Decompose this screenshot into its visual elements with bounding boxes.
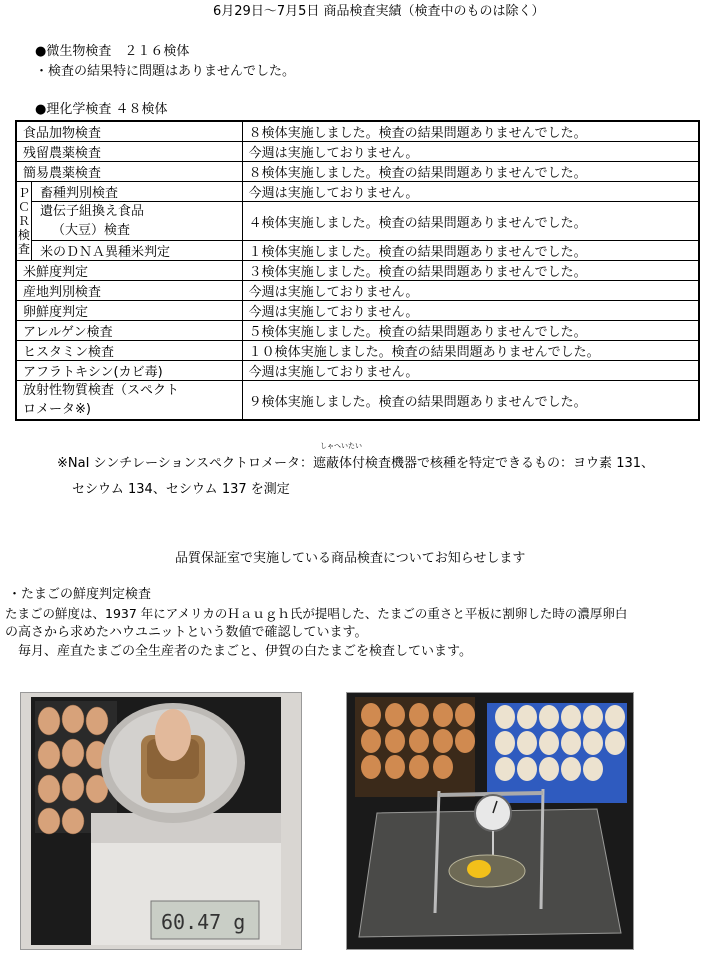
test-result: ３検体実施しました。検査の結果問題ありませんでした。 xyxy=(242,261,699,281)
table-row xyxy=(16,121,699,142)
notice-para1b: の高さから求めたハウユニットという数値で確認しています。 xyxy=(5,625,368,640)
table-row xyxy=(16,381,699,421)
test-name-line2: ロメータ※) xyxy=(23,402,91,417)
test-result: 今週は実施しておりません。 xyxy=(242,182,699,202)
table-row xyxy=(16,261,699,281)
table-row xyxy=(16,301,699,321)
test-result: 今週は実施しておりません。 xyxy=(242,301,699,321)
test-result: ８検体実施しました。検査の結果問題ありませんでした。 xyxy=(242,121,699,142)
table-row xyxy=(16,202,699,241)
test-result: ５検体実施しました。検査の結果問題ありませんでした。 xyxy=(242,321,699,341)
micro-note: ・検査の結果特に問題はありませんでした。 xyxy=(35,64,296,79)
footnote-line1: ※NaI シンチレーションスペクトロメータ：遮蔽体付検査機器で核種を特定できるもの：ヨウ素 131、 xyxy=(57,456,655,471)
test-name-line1: 放射性物質検査（スペクト xyxy=(23,383,180,398)
notice-title: 品質保証室で実施している商品検査についてお知らせします xyxy=(175,551,526,566)
test-name xyxy=(32,202,243,241)
test-result: 今週は実施しておりません。 xyxy=(242,142,699,162)
test-name: 畜種判別検査 xyxy=(32,182,243,202)
table-row xyxy=(16,321,699,341)
table-row xyxy=(16,281,699,301)
notice-item: ・たまごの鮮度判定検査 xyxy=(8,587,152,602)
footnote-line2: セシウム 134、セシウム 137 を測定 xyxy=(72,482,290,497)
test-name: 産地判別検査 xyxy=(16,281,242,301)
table-row xyxy=(16,182,699,202)
test-name: 米のＤＮＡ異種米判定 xyxy=(32,241,243,261)
test-result: ８検体実施しました。検査の結果問題ありませんでした。 xyxy=(242,162,699,182)
table-row xyxy=(16,341,699,361)
haugh-measure-illustration xyxy=(347,693,633,949)
notice-para2: 毎月、産直たまごの全生産者のたまごと、伊賀の白たまごを検査しています。 xyxy=(5,644,472,659)
test-name: アフラトキシン(カビ毒) xyxy=(16,361,242,381)
test-name: 簡易農薬検査 xyxy=(16,162,242,182)
micro-heading: ●微生物検査 ２１６検体 xyxy=(35,44,190,59)
photo-haugh-measure xyxy=(346,692,634,950)
scale-display: 60.47 g xyxy=(161,910,246,934)
table-row xyxy=(16,162,699,182)
test-result: 今週は実施しておりません。 xyxy=(242,361,699,381)
test-name: 残留農薬検査 xyxy=(16,142,242,162)
photo-egg-scale xyxy=(20,692,302,950)
test-name: 米鮮度判定 xyxy=(16,261,242,281)
notice-para1a: たまごの鮮度は、1937 年にアメリカのＨａｕｇｈ氏が提唱した、たまごの重さと平板に割卵した時の濃厚卵白 xyxy=(5,606,628,621)
test-name-line2: （大豆）検査 xyxy=(52,223,131,238)
test-name: 食品加物検査 xyxy=(16,121,242,142)
test-name: 卵鮮度判定 xyxy=(16,301,242,321)
chem-heading: ●理化学検査 ４８検体 xyxy=(35,102,168,117)
table-row xyxy=(16,142,699,162)
pcr-group-label: ＰＣＲ検査 xyxy=(16,182,32,261)
table-row xyxy=(16,241,699,261)
test-name-line1: 遺伝子組換え食品 xyxy=(40,204,145,219)
test-result: ４検体実施しました。検査の結果問題ありませんでした。 xyxy=(242,202,699,241)
test-result: 今週は実施しておりません。 xyxy=(242,281,699,301)
chem-results-table xyxy=(15,120,700,421)
test-name: アレルゲン検査 xyxy=(16,321,242,341)
table-row xyxy=(16,361,699,381)
test-name: ヒスタミン検査 xyxy=(16,341,242,361)
egg-scale-illustration xyxy=(21,693,301,949)
test-name xyxy=(16,381,242,421)
test-result: １０検体実施しました。検査の結果問題ありませんでした。 xyxy=(242,341,699,361)
test-result: ９検体実施しました。検査の結果問題ありませんでした。 xyxy=(242,381,699,421)
page-title: 6月29日～7月5日 商品検査実績（検査中のものは除く） xyxy=(213,4,545,19)
footnote-ruby: しゃへいたい xyxy=(320,442,362,450)
test-result: １検体実施しました。検査の結果問題ありませんでした。 xyxy=(242,241,699,261)
